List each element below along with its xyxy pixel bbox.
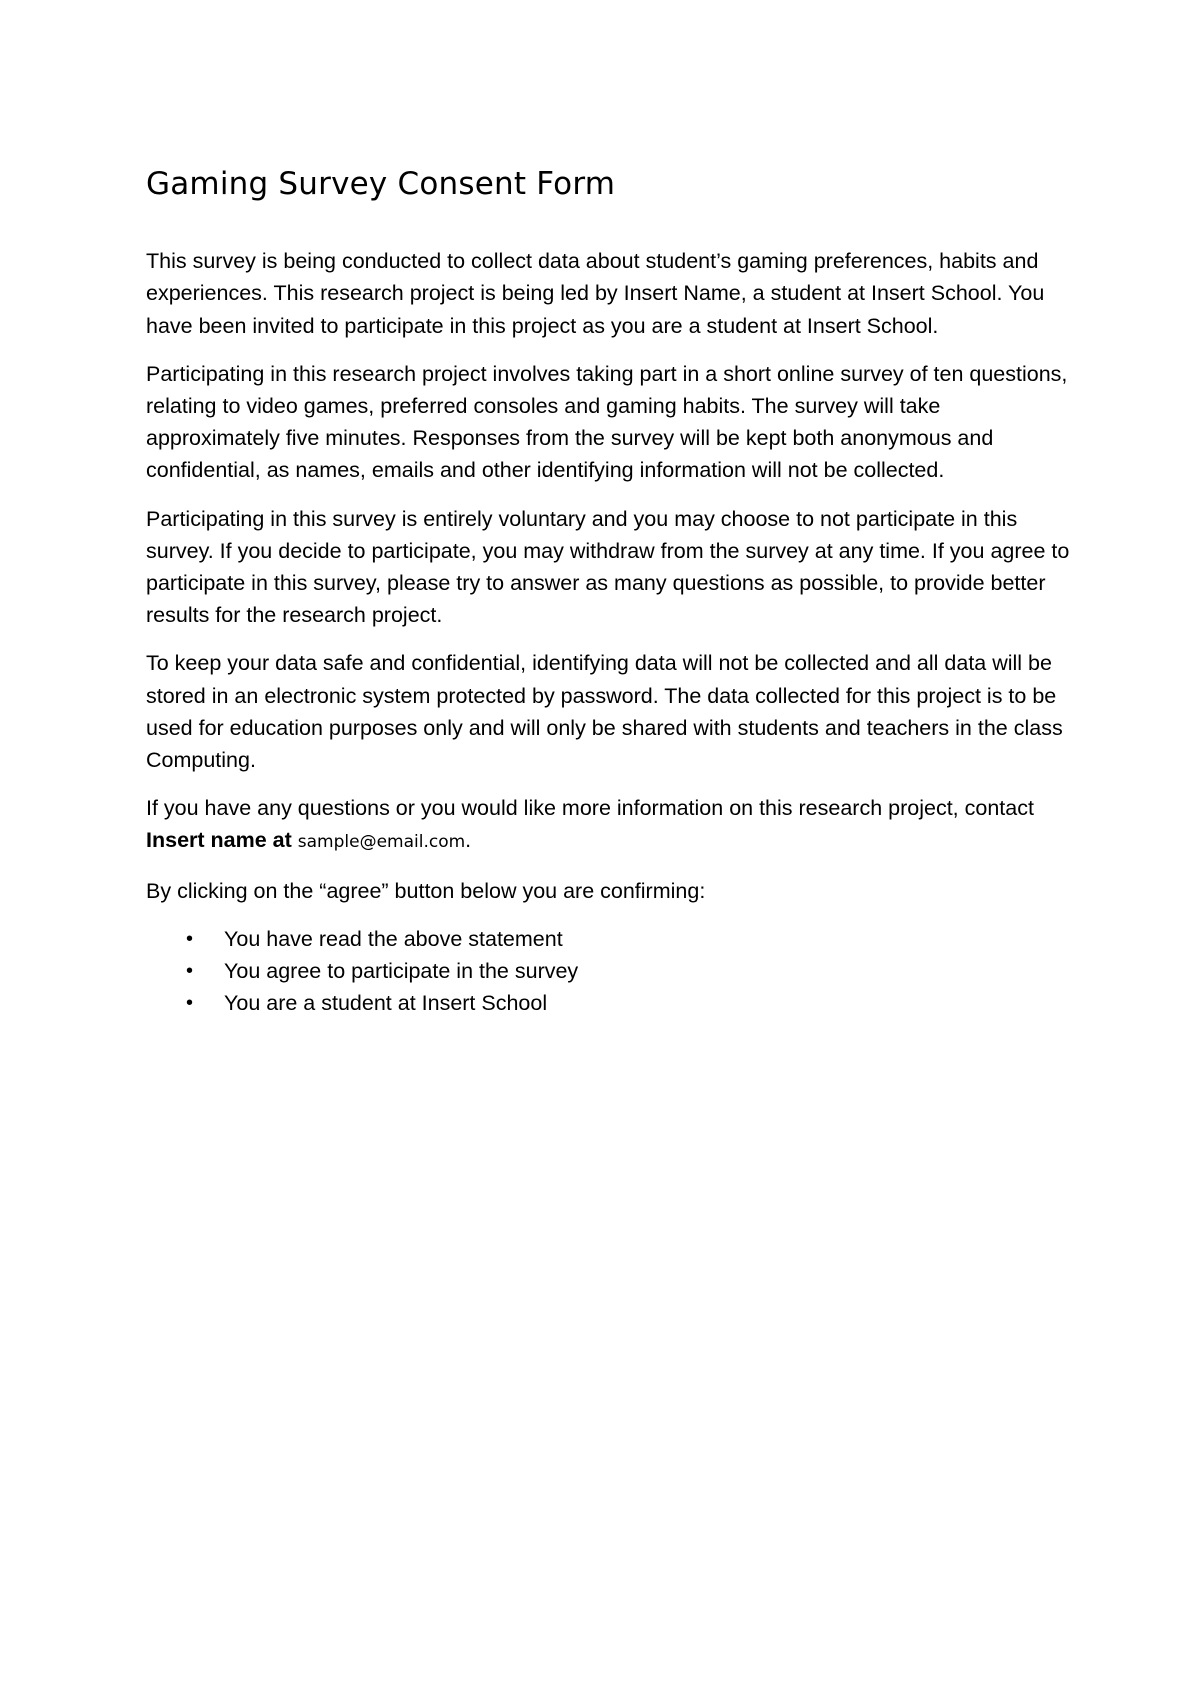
contact-at: at [266, 828, 298, 853]
contact-name: Insert name [146, 828, 267, 853]
bullet-icon: • [186, 992, 194, 1015]
contact-suffix: . [465, 828, 472, 853]
list-item [146, 923, 1071, 955]
page-title: Gaming Survey Consent Form [146, 166, 616, 202]
list-item-text: You are a student at Insert School [224, 991, 548, 1016]
document-content [146, 166, 1071, 1019]
intro-paragraph: This survey is being conducted to collect data about student’s gaming preferences, habits and experiences. This research project is being led by Insert Name, a student at Insert School. You have been invited to participate in this project as you are a student at Insert School. [146, 249, 1045, 338]
voluntary-paragraph: Participating in this survey is entirely voluntary and you may choose to not participate in this survey. If you decide to participate, you may withdraw from the survey at any time. If you agree to participate in this survey, please try to answer as many questions as possible, to provide better results for the research project. [146, 506, 1070, 628]
list-item-text: You have read the above statement [224, 926, 563, 951]
bullet-icon: • [186, 927, 194, 950]
contact-paragraph [146, 792, 1071, 858]
participation-paragraph: Participating in this research project involves taking part in a short online survey of ten questions, relating to video games, preferred consoles and gaming habits. The survey will take approximately five minutes. Responses from the survey will be kept both anonymous and confidential, as names, emails and other identifying information will not be collected. [146, 361, 1068, 483]
list-item-text: You agree to participate in the survey [224, 959, 579, 984]
data-safety-paragraph: To keep your data safe and confidential, identifying data will not be collected and all data will be stored in an electronic system protected by password. The data collected for this project is to be used for education purposes only and will only be shared with students and teachers in the class Computing. [146, 651, 1063, 773]
confirmation-list [146, 923, 1071, 1020]
list-item [146, 987, 1071, 1019]
confirm-intro: By clicking on the “agree” button below you are confirming: [146, 878, 706, 903]
list-item [146, 955, 1071, 987]
contact-prefix: If you have any questions or you would like more information on this research project, contact [146, 796, 1034, 821]
contact-email-link[interactable]: sample@email.com [297, 832, 466, 853]
bullet-icon: • [186, 960, 194, 983]
